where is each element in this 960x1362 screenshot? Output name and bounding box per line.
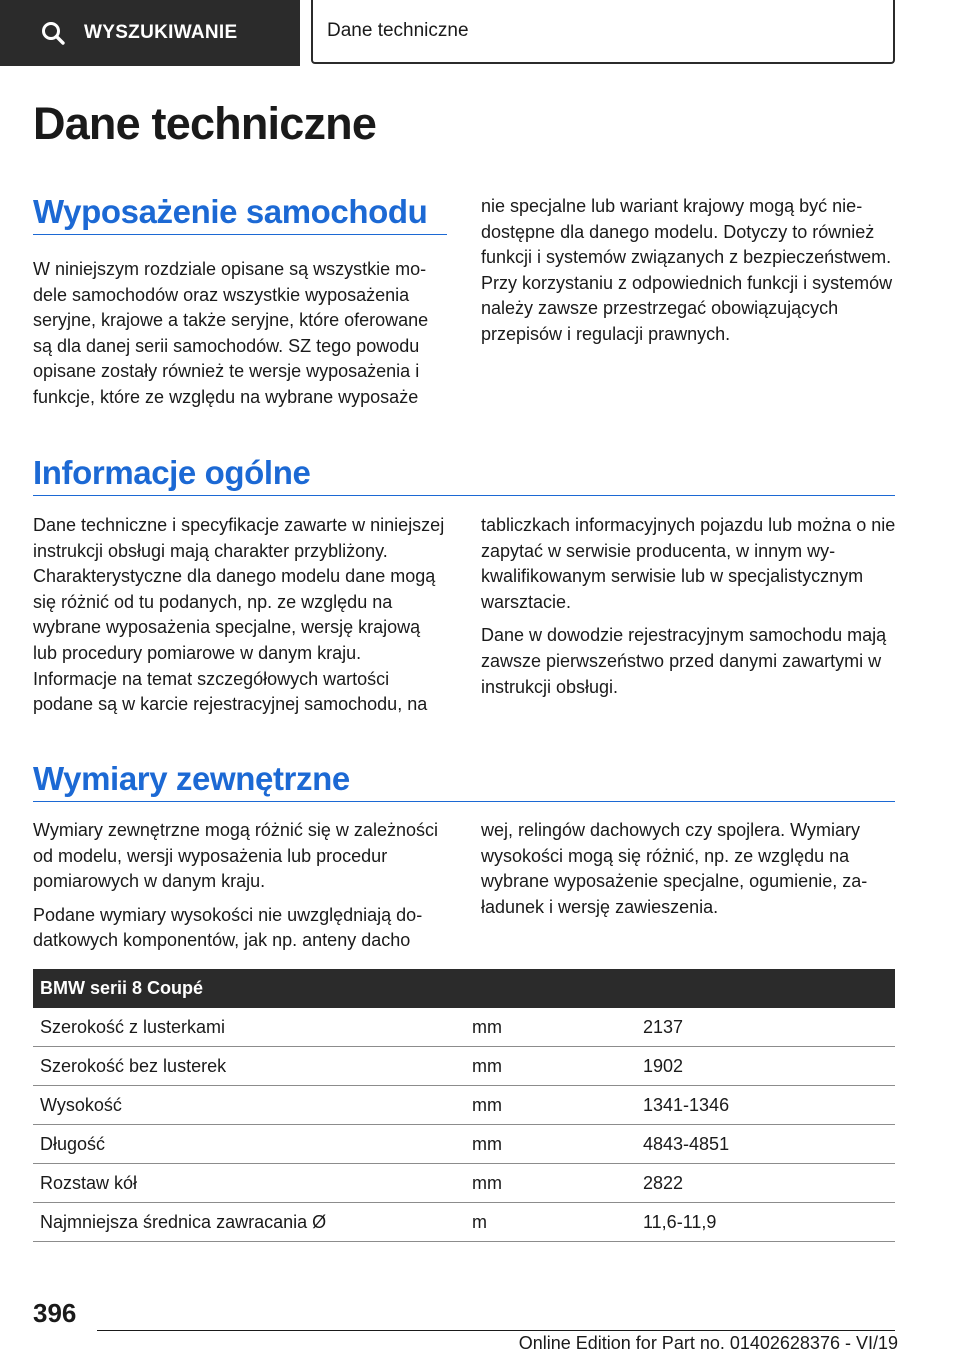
row-value: 11,6-11,9 bbox=[636, 1203, 895, 1242]
paragraph: Dane w dowodzie rejestracyjnym samochodu mają zawsze pierwszeństwo przed danymi zawartymi w instrukcji obsługi. bbox=[481, 625, 887, 697]
page-number: 396 bbox=[33, 1298, 77, 1328]
footer-edition: Online Edition for Part no. 01402628376 - VI/19 bbox=[518, 1333, 898, 1353]
paragraph: nie specjalne lub wariant krajowy mogą być niedostępne dla danego modelu. Dotyczy to również funkcji i systemów związanych z bezpieczeństwem. Przy korzystaniu z odpowiednich funkcji i systemów należy zawsze przestrzegać obowiązujących przepisów i regulacji prawnych. bbox=[481, 196, 893, 344]
row-unit: mm bbox=[465, 1008, 636, 1047]
search-label: WYSZUKIWANIE bbox=[84, 22, 238, 43]
paragraph: Wymiary zewnętrzne mogą różnić się w zależności od modelu, wersji wyposażenia lub procedur pomiarowych w danym kraju. bbox=[33, 820, 438, 892]
row-unit: mm bbox=[465, 1125, 636, 1164]
section-title-wymiary: Wymiary zewnętrzne bbox=[33, 760, 350, 797]
paragraph: Podane wymiary wysokości nie uwzględniają dodatkowych komponentów, jak np. anteny dacho bbox=[33, 904, 423, 951]
row-value: 2137 bbox=[636, 1008, 895, 1047]
page-title: Dane techniczne bbox=[33, 98, 377, 149]
row-value: 4843-4851 bbox=[636, 1125, 895, 1164]
paragraph: Dane techniczne i specyfikacje zawarte w niniejszej instrukcji obsługi mają charakter przybliżony. Charakterystyczne dla danego modelu dane mogą się różnić od tu podanych, np. ze względu na wybrane wyposażenia specjalne, wersję krajową lub procedury pomiarowe w danym kraju. Informacje na temat szczegółowych wartości podane są w karcie rejestracyjnej samochodu, na bbox=[33, 515, 445, 715]
row-label: Szerokość bez lusterek bbox=[33, 1047, 465, 1086]
row-label: Szerokość z lusterkami bbox=[33, 1008, 465, 1047]
row-value: 1902 bbox=[636, 1047, 895, 1086]
table-row bbox=[33, 1086, 895, 1125]
row-label: Długość bbox=[33, 1125, 465, 1164]
section-title-wyposazenie: Wyposażenie samochodu bbox=[33, 193, 428, 230]
row-unit: m bbox=[465, 1203, 636, 1242]
row-value: 2822 bbox=[636, 1164, 895, 1203]
table-header-row bbox=[33, 969, 895, 1008]
paragraph: wej, relingów dachowych czy spojlera. Wymiary wysokości mogą się różnić, np. ze względu na wybrane wyposażenie specjalne, ogumienie, załadunek i wersję zawieszenia. bbox=[481, 820, 868, 917]
wyposazenie-right-column bbox=[481, 194, 896, 356]
footer-rule bbox=[97, 1330, 895, 1331]
row-unit: mm bbox=[465, 1047, 636, 1086]
section-title-informacje: Informacje ogólne bbox=[33, 454, 311, 491]
paragraph: tabliczkach informacyjnych pojazdu lub można o nie zapytać w serwisie producenta, w innym wykwalifikowanym serwisie lub w specjalistycznym warsztacie. bbox=[481, 515, 896, 612]
row-label: Wysokość bbox=[33, 1086, 465, 1125]
row-unit: mm bbox=[465, 1086, 636, 1125]
wyposazenie-left-column bbox=[33, 257, 448, 419]
search-icon bbox=[40, 20, 66, 46]
table-row bbox=[33, 1164, 895, 1203]
table-header: BMW serii 8 Coupé bbox=[33, 969, 895, 1008]
row-label: Rozstaw kół bbox=[33, 1164, 465, 1203]
informacje-right-column bbox=[481, 513, 896, 708]
breadcrumb[interactable]: Dane techniczne bbox=[311, 0, 895, 64]
paragraph: W niniejszym rozdziale opisane są wszystkie modele samochodów oraz wszystkie wyposażenia seryjne, krajowe a także seryjne, które oferowane są dla danej serii samochodów. SZ tego powodu opisane zostały również te wersje wyposażenia i funkcje, które ze względu na wybrane wyposaże bbox=[33, 259, 429, 407]
section-rule bbox=[33, 234, 447, 235]
wymiary-left-column bbox=[33, 818, 448, 962]
row-value: 1341-1346 bbox=[636, 1086, 895, 1125]
table-row bbox=[33, 1203, 895, 1242]
table-row bbox=[33, 1008, 895, 1047]
table-row bbox=[33, 1125, 895, 1164]
table-row bbox=[33, 1047, 895, 1086]
search-button[interactable] bbox=[0, 0, 300, 66]
row-unit: mm bbox=[465, 1164, 636, 1203]
informacje-left-column bbox=[33, 513, 448, 726]
row-label: Najmniejsza średnica zawracania Ø bbox=[33, 1203, 465, 1242]
wymiary-right-column bbox=[481, 818, 896, 928]
section-rule bbox=[33, 495, 895, 496]
section-rule bbox=[33, 801, 895, 802]
dimensions-table bbox=[33, 969, 895, 1242]
top-bar bbox=[0, 0, 960, 66]
